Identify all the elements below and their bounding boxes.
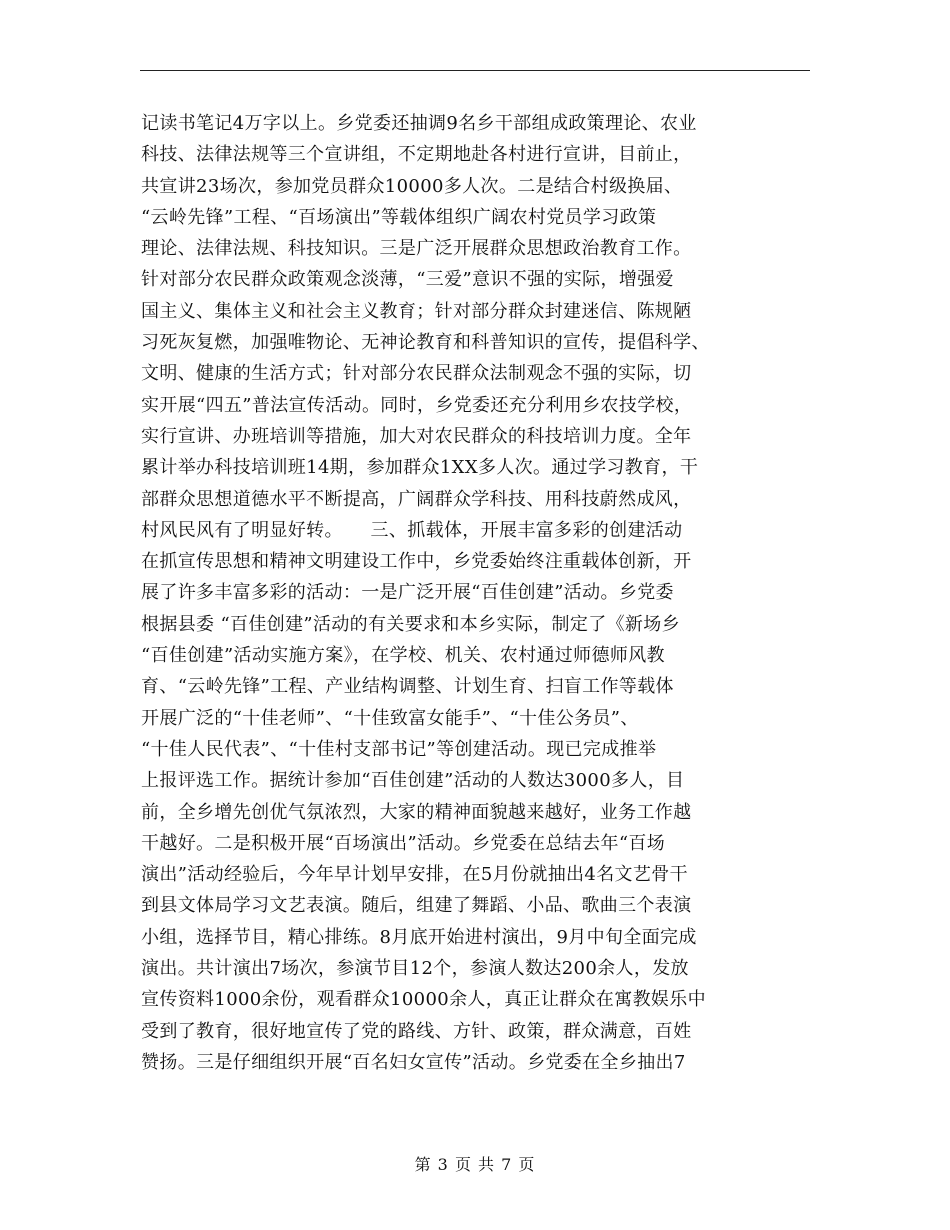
text-line: 前，全乡增先创优气氛浓烈，大家的精神面貌越来越好，业务工作越 (141, 801, 692, 823)
text-line: “百佳创建”活动实施方案》，在学校、机关、农村通过师德师风教 (141, 645, 665, 667)
text-line: 习死灰复燃，加强唯物论、无神论教育和科普知识的宣传，提倡科学、 (141, 332, 710, 354)
text-line: 小组，选择节目，精心排练。8月底开始进村演出，9月中旬全面完成 (141, 926, 697, 948)
text-line: 村风民风有了明显好转。 三、抓载体，开展丰富多彩的创建活动 (141, 519, 683, 541)
header-rule (140, 70, 810, 71)
text-line: 展了许多丰富多彩的活动：一是广泛开展“百佳创建”活动。乡党委 (141, 582, 674, 604)
text-line: 赞扬。三是仔细组织开展“百名妇女宣传”活动。乡党委在全乡抽出7 (141, 1051, 686, 1073)
text-line: 针对部分农民群众政策观念淡薄，“三爱”意识不强的实际，增强爱 (141, 269, 674, 291)
text-line: 文明、健康的生活方式；针对部分农民群众法制观念不强的实际，切 (141, 363, 692, 385)
text-line: 开展广泛的“十佳老师”、“十佳致富女能手”、“十佳公务员”、 (141, 707, 639, 729)
text-line: 演出”活动经验后，今年早计划早安排，在5月份就抽出4名文艺骨干 (141, 864, 688, 886)
text-line: 实行宣讲、办班培训等措施，加大对农民群众的科技培训力度。全年 (141, 425, 692, 447)
text-line: 记读书笔记4万字以上。乡党委还抽调9名乡干部组成政策理论、农业 (141, 113, 697, 134)
text-line: 到县文体局学习文艺表演。随后，组建了舞蹈、小品、歌曲三个表演 (141, 895, 692, 917)
text-line: 累计举办科技培训班14期，参加群众1XX多人次。通过学习教育，干 (141, 457, 699, 479)
text-line: 部群众思想道德水平不断提高，广阔群众学科技、用科技蔚然成风， (141, 488, 692, 510)
text-line: “十佳人民代表”、“十佳村支部书记”等创建活动。现已完成推举 (141, 738, 657, 760)
body-text (141, 108, 821, 1078)
text-line: “云岭先锋”工程、“百场演出”等载体组织广阔农村党员学习政策 (141, 206, 657, 228)
text-line: 理论、法律法规、科技知识。三是广泛开展群众思想政治教育工作。 (141, 238, 692, 260)
text-line: 演出。共计演出7场次，参演节目12个，参演人数达200余人，发放 (141, 958, 689, 980)
text-line: 实开展“四五”普法宣传活动。同时，乡党委还充分利用乡农技学校， (141, 394, 693, 416)
text-line: 育、“云岭先锋”工程、产业结构调整、计划生育、扫盲工作等载体 (141, 676, 674, 698)
text-line: 科技、法律法规等三个宣讲组，不定期地赴各村进行宣讲，目前止， (141, 144, 692, 166)
text-line: 上报评选工作。据统计参加“百佳创建”活动的人数达3000多人，目 (141, 770, 685, 792)
text-line: 国主义、集体主义和社会主义教育；针对部分群众封建迷信、陈规陋 (141, 300, 692, 322)
text-line: 在抓宣传思想和精神文明建设工作中，乡党委始终注重载体创新，开 (141, 551, 692, 573)
text-line: 共宣讲23场次，参加党员群众10000多人次。二是结合村级换届、 (141, 175, 683, 197)
text-line: 根据县委 “百佳创建”活动的有关要求和本乡实际，制定了《新场乡 (141, 613, 680, 635)
text-line: 受到了教育，很好地宣传了党的路线、方针、政策，群众满意，百姓 (141, 1020, 692, 1042)
text-line: 宣传资料1000余份，观看群众10000余人，真正让群众在寓教娱乐中 (141, 989, 706, 1011)
page-number-footer: 第 3 页 共 7 页 (414, 1155, 536, 1174)
text-line: 干越好。二是积极开展“百场演出”活动。乡党委在总结去年“百场 (141, 832, 666, 854)
